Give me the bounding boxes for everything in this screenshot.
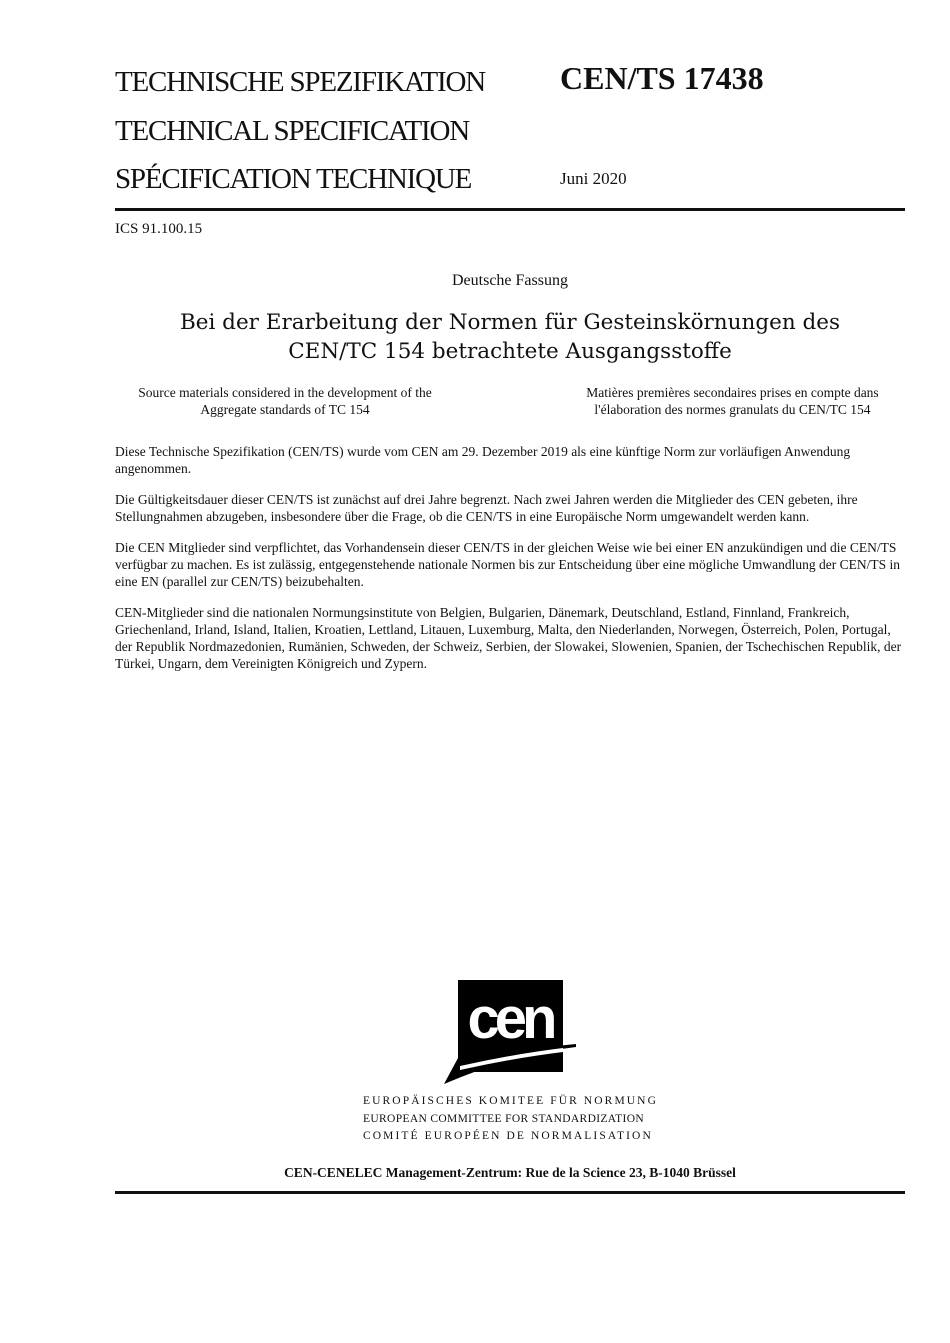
organization-name-english: EUROPEAN COMMITTEE FOR STANDARDIZATION [363,1112,645,1125]
french-title-line-2: l'élaboration des normes granulats du CEN/TC 154 [594,402,871,417]
organization-name-french: COMITÉ EUROPÉEN DE NORMALISATION [363,1130,653,1142]
publication-date: Juni 2020 [560,169,627,188]
organization-name-german: EUROPÄISCHES KOMITEE FÜR NORMUNG [363,1095,658,1107]
body-text [115,443,905,686]
paragraph-adoption: Diese Technische Spezifikation (CEN/TS) wurde vom CEN am 29. Dezember 2019 als eine künftige Norm zur vorläufigen Anwendung angenommen. [115,444,851,476]
english-title-line-1: Source materials considered in the development of the [138,385,432,400]
document-title [115,308,905,366]
english-title [115,384,455,418]
paragraph-members: CEN-Mitglieder sind die nationalen Normungsinstitute von Belgien, Bulgarien, Dänemark, Deutschland, Estland, Finnland, Frankreich, Griechenland, Irland, Island, Italien, Kroatien, Lettland, Litauen, Luxemburg, Malta, den Niederlanden, Norwegen, Österreich, Polen, Portugal, der Republik Nordmazedonien, Rumänien, Schweden, der Schweiz, Serbien, der Slowakei, Slowenien, Spanien, der Tschechischen Republik, der Türkei, Ungarn, dem Vereinigten Königreich und Zypern. [115,605,902,671]
document-number: CEN/TS 17438 [560,60,764,96]
ics-code: ICS 91.100.15 [115,221,203,237]
french-title-line-1: Matières premières secondaires prises en compte dans [586,385,879,400]
french-title [560,384,905,418]
spec-type-french: SPÉCIFICATION TECHNIQUE [115,163,472,195]
cen-logo-icon [444,980,578,1086]
header-divider [115,208,905,211]
organization-names [363,1093,658,1146]
paragraph-validity: Die Gültigkeitsdauer dieser CEN/TS ist zunächst auf drei Jahre begrenzt. Nach zwei Jahren werden die Mitglieder des CEN gebeten, ihre Stellungnahmen abzugeben, insbesondere über die Frage, ob die CEN/TS in eine Europäische Norm umgewandelt werden kann. [115,492,858,524]
spec-type-english: TECHNICAL SPECIFICATION [115,115,469,147]
footer-address: CEN-CENELEC Management-Zentrum: Rue de la Science 23, B-1040 Brüssel [284,1165,736,1180]
footer-divider [115,1191,905,1194]
document-title-line-2: CEN/TC 154 betrachtete Ausgangsstoffe [288,339,732,364]
english-title-line-2: Aggregate standards of TC 154 [200,402,370,417]
document-title-line-1: Bei der Erarbeitung der Normen für Gesteinskörnungen des [179,310,841,335]
spec-type-german: TECHNISCHE SPEZIFIKATION [115,66,485,98]
paragraph-obligations: Die CEN Mitglieder sind verpflichtet, das Vorhandensein dieser CEN/TS in der gleichen Weise wie bei einer EN anzukündigen und die CEN/TS verfügbar zu machen. Es ist zulässig, entgegenstehende nationale Normen bis zur Entscheidung über eine mögliche Umwandlung der CEN/TS in eine EN (parallel zur CEN/TS) beizubehalten. [115,540,901,589]
svg-text:cen: cen [467,986,553,1051]
language-label: Deutsche Fassung [452,272,568,289]
